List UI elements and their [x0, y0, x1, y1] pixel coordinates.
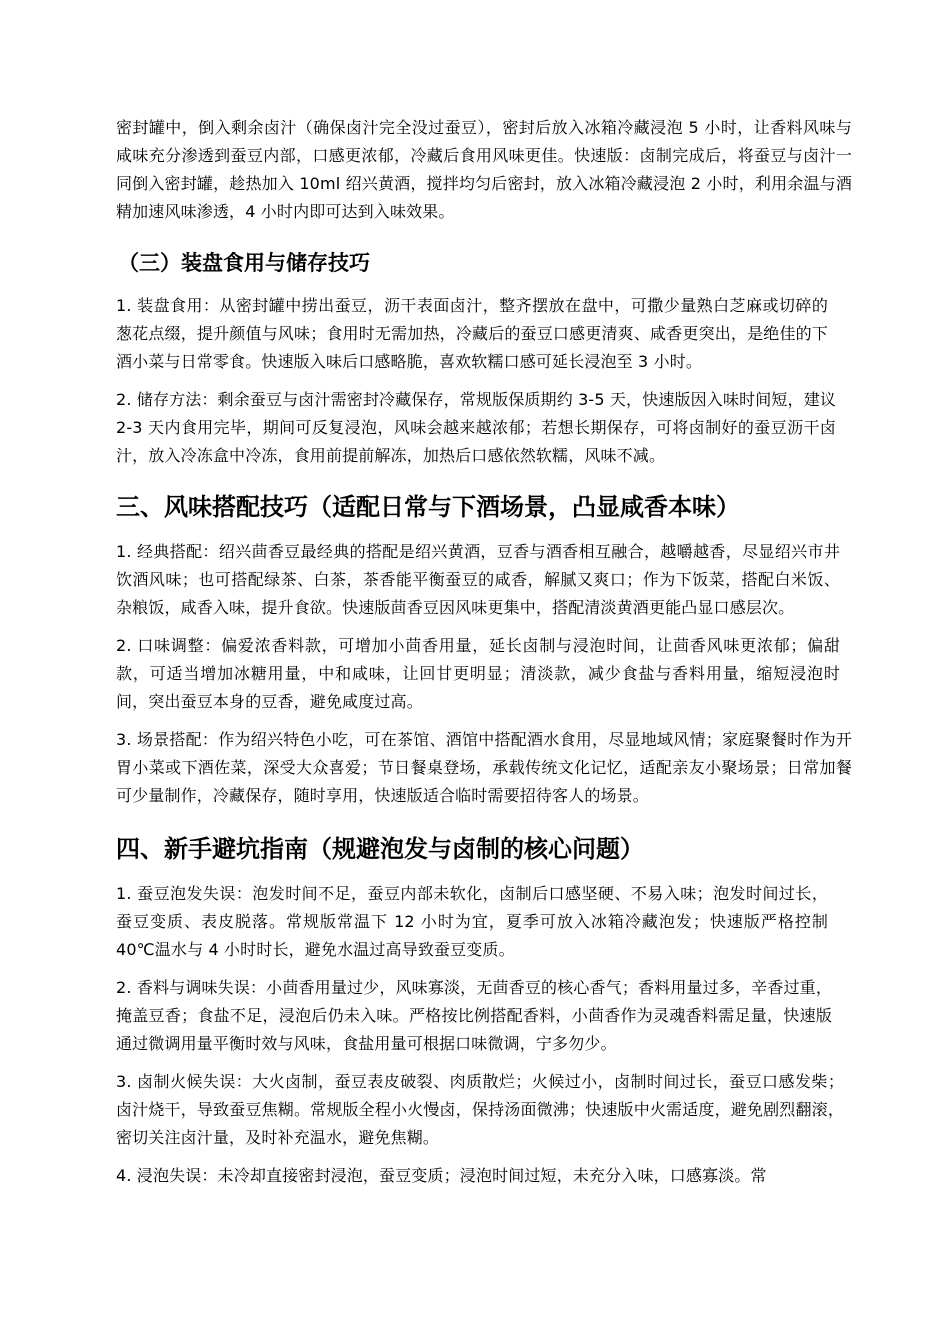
section-heading-pitfalls: 四、新手避坑指南（规避泡发与卤制的核心问题） — [116, 835, 644, 863]
serving-item-2: 2. 储存方法：剩余蚕豆与卤汁需密封冷藏保存，常规版保质期约 3-5 天，快速版因入味时间短，建议 2-3 天内食用完毕，期间可反复浸泡，风味会越来越浓郁；若想长期保存，可将卤制好的蚕豆沥干卤汁，放入冷冻盒中冷冻，食用前提前解冻，加热后口感依然软糯，风味不减。 — [116, 390, 837, 465]
pitfall-item-2: 2. 香料与调味失误：小茴香用量过少，风味寡淡，无茴香豆的核心香气；香料用量过多，辛香过重，掩盖豆香；食盐不足，浸泡后仍未入味。严格按比例搭配香料，小茴香作为灵魂香料需足量，快速版通过微调用量平衡时效与风味，食盐用量可根据口味微调，宁多勿少。 — [116, 978, 832, 1053]
subsection-heading-serving: （三）装盘食用与储存技巧 — [118, 251, 370, 275]
pairing-item-1: 1. 经典搭配：绍兴茴香豆最经典的搭配是绍兴黄酒，豆香与酒香相互融合，越嚼越香，尽显绍兴市井饮酒风味；也可搭配绿茶、白茶，茶香能平衡蚕豆的咸香，解腻又爽口；作为下饭菜，搭配白米饭、杂粮饭，咸香入味，提升食欲。快速版茴香豆因风味更集中，搭配清淡黄酒更能凸显口感层次。 — [116, 542, 840, 617]
pitfall-item-3: 3. 卤制火候失误：大火卤制，蚕豆表皮破裂、肉质散烂；火候过小，卤制时间过长，蚕豆口感发柴；卤汁烧干，导致蚕豆焦糊。常规版全程小火慢卤，保持汤面微沸；快速版中火需适度，避免剧烈翻滚，密切关注卤汁量，及时补充温水，避免焦糊。 — [116, 1072, 844, 1147]
serving-item-1: 1. 装盘食用：从密封罐中捞出蚕豆，沥干表面卤汁，整齐摆放在盘中，可撒少量熟白芝麻或切碎的葱花点缀，提升颜值与风味；食用时无需加热，冷藏后的蚕豆口感更清爽、咸香更突出，是绝佳的下酒小菜与日常零食。快速版入味后口感略脆，喜欢软糯口感可延长浸泡至 3 小时。 — [116, 296, 828, 371]
intro-paragraph: 密封罐中，倒入剩余卤汁（确保卤汁完全没过蚕豆），密封后放入冰箱冷藏浸泡 5 小时，让香料风味与咸味充分渗透到蚕豆内部，口感更浓郁，冷藏后食用风味更佳。快速版：卤制完成后，将蚕豆与卤汁一同倒入密封罐，趁热加入 10ml 绍兴黄酒，搅拌均匀后密封，放入冰箱冷藏浸泡 2 小时，利用余温与酒精加速风味渗透，4 小时内即可达到入味效果。 — [116, 118, 852, 221]
pitfall-item-4: 4. 浸泡失误：未冷却直接密封浸泡，蚕豆变质；浸泡时间过短，未充分入味，口感寡淡。常 — [116, 1166, 767, 1185]
document-page — [116, 114, 852, 1190]
pitfall-item-1: 1. 蚕豆泡发失误：泡发时间不足，蚕豆内部未软化，卤制后口感坚硬、不易入味；泡发时间过长，蚕豆变质、表皮脱落。常规版常温下 12 小时为宜，夏季可放入冰箱冷藏泡发；快速版严格控制 40℃温水与 4 小时时长，避免水温过高导致蚕豆变质。 — [116, 884, 828, 959]
section-heading-pairing: 三、风味搭配技巧（适配日常与下酒场景，凸显咸香本味） — [116, 493, 740, 521]
pairing-item-3: 3. 场景搭配：作为绍兴特色小吃，可在茶馆、酒馆中搭配酒水食用，尽显地域风情；家庭聚餐时作为开胃小菜或下酒佐菜，深受大众喜爱；节日餐桌登场，承载传统文化记忆，适配亲友小聚场景；日常加餐可少量制作，冷藏保存，随时享用，快速版适合临时需要招待客人的场景。 — [116, 730, 852, 805]
pairing-item-2: 2. 口味调整：偏爱浓香料款，可增加小茴香用量，延长卤制与浸泡时间，让茴香风味更浓郁；偏甜款，可适当增加冰糖用量，中和咸味，让回甘更明显；清淡款，减少食盐与香料用量，缩短浸泡时间，突出蚕豆本身的豆香，避免咸度过高。 — [116, 636, 840, 711]
